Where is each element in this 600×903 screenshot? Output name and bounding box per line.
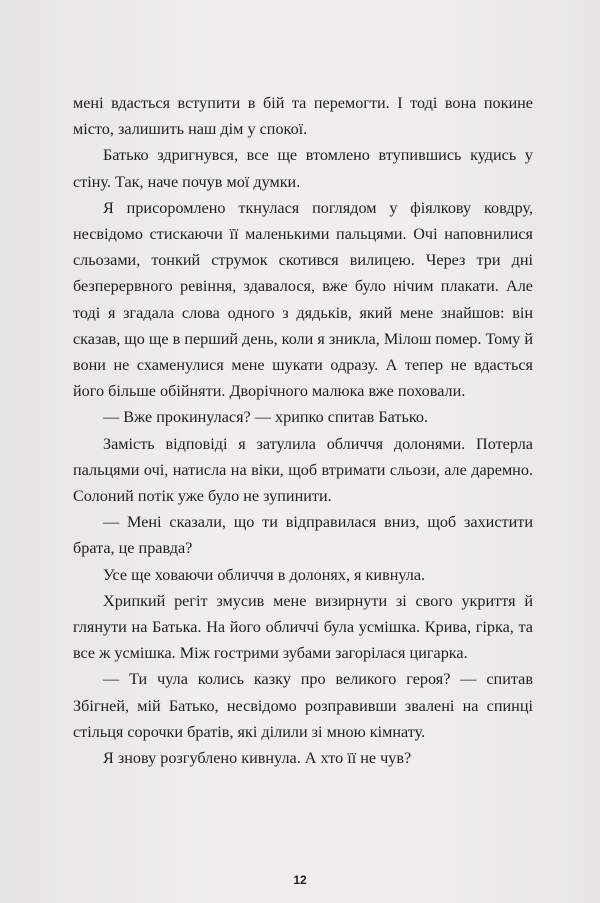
paragraph: — Мені сказали, що ти відправилася вниз, щоб захистити брата, це правда? (73, 513, 533, 558)
paragraph: Я знову розгублено кивнула. А хто її не чув? (103, 749, 412, 768)
paragraph: Усе ще ховаючи обличчя в долонях, я кивнула. (103, 565, 426, 584)
paragraph: Хрипкий регіт змусив мене визирнути зі свого укриття й глянути на Батька. На його обличчі була усмішка. Крива, гірка, та все ж усмішка. Між гострими зубами загорілася цигарка. (73, 591, 533, 663)
page-number: 12 (293, 873, 307, 887)
paragraph: — Ти чула колись казку про великого героя? — спитав Збігней, мій Батько, несвідомо розправивши звалені на спинці стільця сорочки братів, які ділили зі мною кімнату. (73, 670, 533, 741)
paragraph: Замість відповіді я затулила обличчя долонями. Потерла пальцями очі, натисла на віки, щоб втримати сльози, але даремно. Солоний потік уже було не зупинити. (73, 434, 533, 506)
paragraph: Я присоромлено ткнулася поглядом у фіялкову ковдру, несвідомо стискаючи її маленькими пальцями. Очі наповнилися сльозами, тонкий струмок скотився вилицею. Через три дні безперервного ревіння, здавалося, вже було нічим плакати. Але тоді я згадала слова одного з дядьків, який мене знайшов: він сказав, що ще в перший день, коли я зникла, Мілош помер. Тому й вони не схаменулися мене шукати одразу. А тепер не вдасться його більше обійняти. Дворічного малюка вже поховали. (73, 198, 533, 401)
paragraph: — Вже прокинулася? — хрипко спитав Батько. (103, 408, 429, 427)
page-text (73, 90, 533, 771)
paragraph: мені вдасться вступити в бій та перемогти. І тоді вона покине місто, залишить наш дім у спокої. (73, 94, 533, 139)
paragraph: Батько здригнувся, все ще втомлено втупившись кудись у стіну. Так, наче почув мої думки. (73, 146, 533, 191)
